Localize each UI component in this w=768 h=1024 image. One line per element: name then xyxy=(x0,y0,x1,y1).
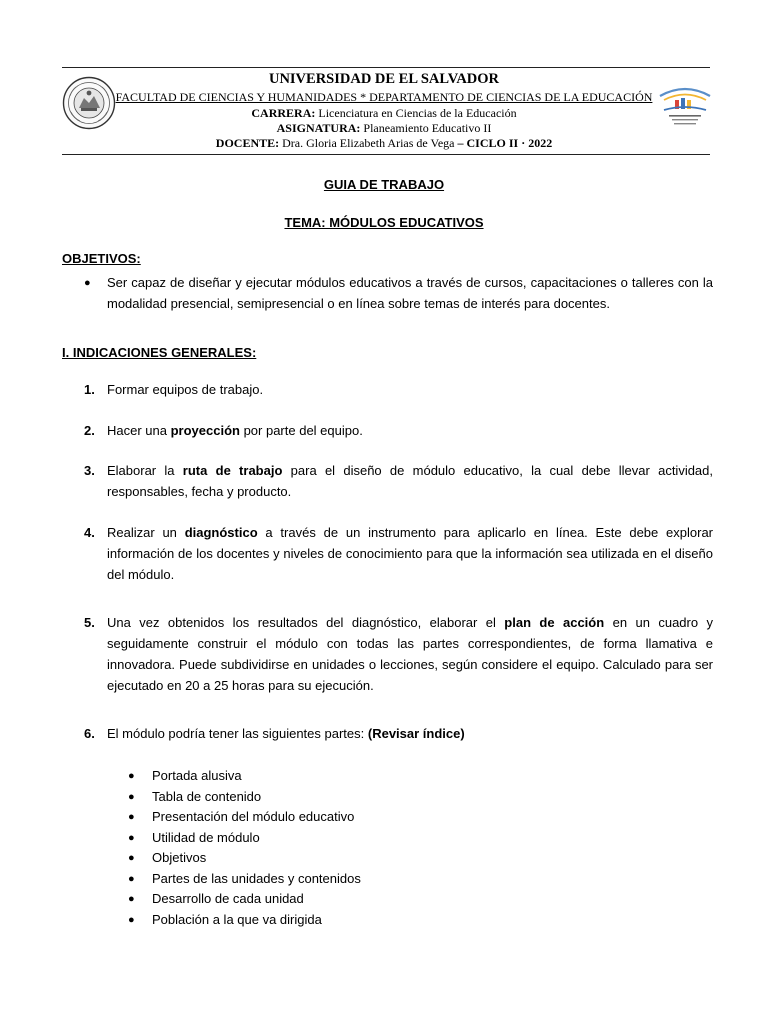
list-item xyxy=(128,807,361,828)
carrera-label: CARRERA: xyxy=(251,106,316,120)
list-item xyxy=(128,848,361,869)
bullet-icon: ● xyxy=(128,852,135,864)
item-text xyxy=(107,522,713,585)
item-emphasis: plan de acción xyxy=(504,615,605,630)
item-emphasis: (Revisar índice) xyxy=(367,726,465,741)
objetivos-heading: OBJETIVOS: xyxy=(62,251,141,266)
list-item xyxy=(128,787,361,808)
item-emphasis: proyección xyxy=(170,423,240,438)
document-title: GUIA DE TRABAJO xyxy=(323,177,445,192)
university-name: UNIVERSIDAD DE EL SALVADOR xyxy=(268,71,500,87)
list-item xyxy=(128,828,361,849)
item-number: 4. xyxy=(84,525,95,540)
objetivos-bullet: ● xyxy=(84,277,91,289)
item-emphasis: diagnóstico xyxy=(184,525,258,540)
list-item-label: Portada alusiva xyxy=(152,768,242,783)
item-text xyxy=(107,723,713,744)
list-item-label: Utilidad de módulo xyxy=(152,829,260,845)
list-item xyxy=(128,766,361,787)
docente-label: DOCENTE: xyxy=(215,136,280,150)
item-text xyxy=(107,420,713,441)
document-topic: TEMA: MÓDULOS EDUCATIVOS xyxy=(284,215,484,230)
bullet-icon: ● xyxy=(128,770,135,782)
bullet-icon: ● xyxy=(128,913,135,926)
ciclo-label: CICLO II · 2022 xyxy=(466,136,553,150)
list-item xyxy=(128,910,361,931)
docente-value: Dra. Gloria Elizabeth Arias de Vega xyxy=(279,136,455,150)
item-text-segment: en un cuadro y seguidamente construir el módulo con todas las partes correspondientes, de forma llamativa e innovadora. Puede subdividirse en unidades o lecciones, según considere el equipo. Calculado para ser ejecutado en 20 a 25 horas para su ejecución. xyxy=(107,615,713,693)
list-item-label: Desarrollo de cada unidad xyxy=(152,891,304,906)
item-number: 3. xyxy=(84,463,95,478)
bullet-icon: ● xyxy=(128,872,135,885)
list-item-label: Objetivos xyxy=(152,850,207,865)
faculty-department: FACULTAD DE CIENCIAS Y HUMANIDADES * DEPARTAMENTO DE CIENCIAS DE LA EDUCACIÓN xyxy=(115,90,653,104)
item-text-segment: Elaborar la xyxy=(107,463,183,478)
list-item-label: Presentación del módulo educativo xyxy=(152,809,355,824)
item-text xyxy=(107,612,713,696)
item-text: Formar equipos de trabajo. xyxy=(107,382,264,397)
item-number: 6. xyxy=(84,726,95,741)
bullet-icon: ● xyxy=(128,893,135,905)
carrera-value: Licenciatura en Ciencias de la Educación xyxy=(315,106,517,120)
item-text xyxy=(107,460,713,502)
bullet-icon: ● xyxy=(128,811,135,823)
indicaciones-heading: I. INDICACIONES GENERALES: xyxy=(62,345,257,360)
asignatura-label: ASIGNATURA: xyxy=(276,121,361,135)
objetivos-text: Ser capaz de diseñar y ejecutar módulos educativos a través de cursos, capacitaciones o talleres con la modalidad presencial, semipresencial o en línea sobre temas de interés para docentes. xyxy=(107,275,713,311)
item-text-segment: El módulo podría tener las siguientes partes: xyxy=(107,726,368,741)
header-top-rule xyxy=(62,67,710,68)
item-text-segment: Hacer una xyxy=(107,423,171,438)
item-text-segment: por parte del equipo. xyxy=(239,423,363,438)
item-text-segment: para el diseño de módulo educativo, la cual debe llevar actividad, responsables, fecha y producto. xyxy=(107,463,714,499)
list-item-label: Tabla de contenido xyxy=(152,788,262,804)
item-number: 5. xyxy=(84,615,95,630)
list-item xyxy=(128,889,361,910)
item-text-segment: a través de un instrumento para aplicarlo en línea. Este debe explorar información de los docentes y niveles de conocimiento para que la información sea utilizada en el diseño del módulo. xyxy=(107,525,714,582)
bullet-icon: ● xyxy=(128,790,135,803)
item-emphasis: ruta de trabajo xyxy=(182,463,283,478)
list-item-label: Población a la que va dirigida xyxy=(152,911,322,927)
asignatura-value: Planeamiento Educativo II xyxy=(360,121,492,135)
bullet-icon: ● xyxy=(128,831,135,844)
list-item-label: Partes de las unidades y contenidos xyxy=(152,870,361,886)
asignatura-line xyxy=(0,121,768,136)
module-parts-list xyxy=(128,766,361,930)
list-item xyxy=(128,869,361,890)
item-number: 2. xyxy=(84,423,95,438)
carrera-line xyxy=(0,106,768,121)
item-text-segment: Realizar un xyxy=(107,525,185,540)
item-number: 1. xyxy=(84,382,95,397)
docente-separator: – xyxy=(454,136,467,150)
item-text-segment: Una vez obtenidos los resultados del diagnóstico, elaborar el xyxy=(107,615,505,630)
header-bottom-rule xyxy=(62,154,710,155)
docente-line xyxy=(0,136,768,151)
